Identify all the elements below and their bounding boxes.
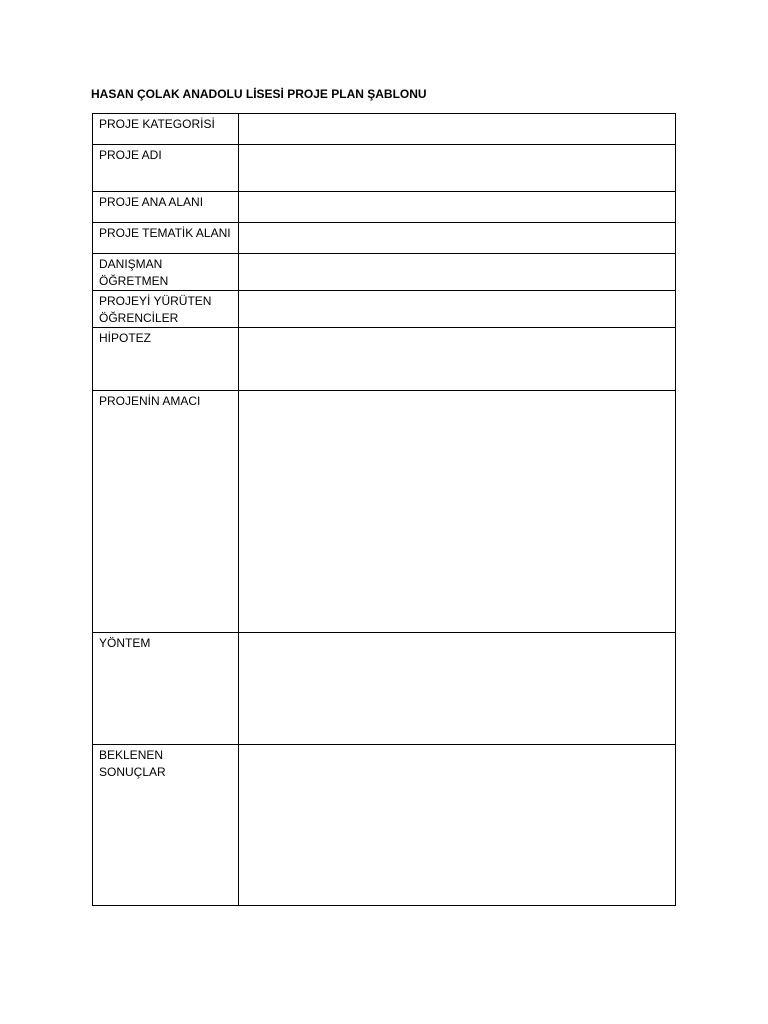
- hypothesis-field[interactable]: [239, 328, 676, 391]
- table-row: [93, 223, 676, 254]
- table-row: [93, 192, 676, 223]
- method-label: YÖNTEM: [93, 633, 239, 745]
- project-thematic-area-label: PROJE TEMATİK ALANI: [93, 223, 239, 254]
- table-row: [93, 254, 676, 291]
- table-row: [93, 745, 676, 906]
- project-name-field[interactable]: [239, 145, 676, 192]
- table-row: [93, 328, 676, 391]
- project-purpose-label: PROJENİN AMACI: [93, 391, 239, 633]
- project-main-area-field[interactable]: [239, 192, 676, 223]
- project-students-field[interactable]: [239, 291, 676, 328]
- project-name-label: PROJE ADI: [93, 145, 239, 192]
- table-row: [93, 114, 676, 145]
- table-row: [93, 291, 676, 328]
- expected-results-label: BEKLENEN SONUÇLAR: [93, 745, 239, 906]
- expected-results-field[interactable]: [239, 745, 676, 906]
- table-row: [93, 391, 676, 633]
- project-category-label: PROJE KATEGORİSİ: [93, 114, 239, 145]
- method-field[interactable]: [239, 633, 676, 745]
- project-students-label: PROJEYİ YÜRÜTEN ÖĞRENCİLER: [93, 291, 239, 328]
- table-row: [93, 633, 676, 745]
- project-thematic-area-field[interactable]: [239, 223, 676, 254]
- table-row: [93, 145, 676, 192]
- project-category-field[interactable]: [239, 114, 676, 145]
- project-purpose-field[interactable]: [239, 391, 676, 633]
- advisor-teacher-field[interactable]: [239, 254, 676, 291]
- advisor-teacher-label: DANIŞMAN ÖĞRETMEN: [93, 254, 239, 291]
- project-plan-table: [92, 113, 676, 906]
- document-title: HASAN ÇOLAK ANADOLU LİSESİ PROJE PLAN ŞABLONU: [91, 87, 427, 101]
- hypothesis-label: HİPOTEZ: [93, 328, 239, 391]
- project-main-area-label: PROJE ANA ALANI: [93, 192, 239, 223]
